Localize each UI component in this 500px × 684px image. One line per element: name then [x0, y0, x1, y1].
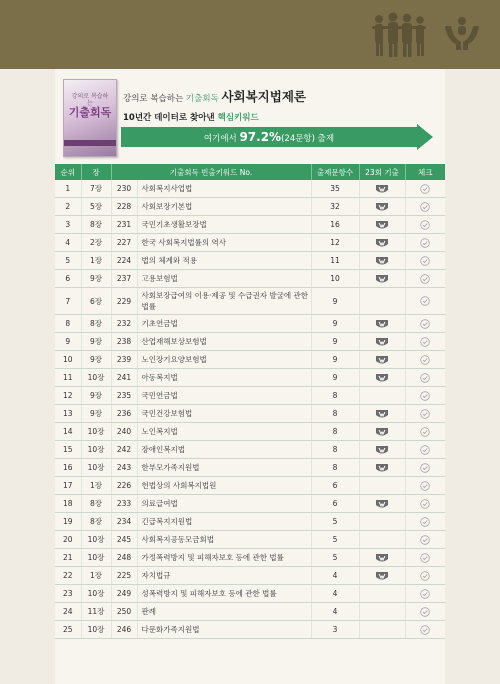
chapter-cell: 8장	[81, 315, 111, 333]
q23-cell	[359, 234, 405, 252]
check-circle-icon[interactable]	[420, 391, 430, 401]
check-cell[interactable]	[405, 423, 445, 441]
exam-badge-icon	[375, 427, 389, 437]
top-band	[0, 0, 500, 69]
number-cell: 239	[111, 351, 137, 369]
count-cell: 10	[311, 270, 359, 288]
q23-cell	[359, 288, 405, 315]
count-cell: 8	[311, 441, 359, 459]
banner-prefix: 여기에서	[203, 134, 237, 144]
number-cell: 232	[111, 315, 137, 333]
rank-cell: 20	[55, 531, 81, 549]
check-cell[interactable]	[405, 531, 445, 549]
number-cell: 246	[111, 621, 137, 639]
exam-badge-icon	[375, 445, 389, 455]
keyword-cell: 사회복지공동모금회법	[137, 531, 311, 549]
chapter-cell: 11장	[81, 603, 111, 621]
check-circle-icon[interactable]	[420, 571, 430, 581]
header-23rd: 23회 기출	[359, 164, 405, 180]
q23-cell	[359, 423, 405, 441]
q23-cell	[359, 459, 405, 477]
count-cell: 9	[311, 315, 359, 333]
keyword-cell: 법의 체계와 적용	[137, 252, 311, 270]
exam-badge-icon	[375, 184, 389, 194]
chapter-cell: 10장	[81, 423, 111, 441]
keyword-cell: 긴급복지지원법	[137, 513, 311, 531]
number-cell: 227	[111, 234, 137, 252]
rank-cell: 19	[55, 513, 81, 531]
number-cell: 243	[111, 459, 137, 477]
count-cell: 11	[311, 252, 359, 270]
book-cover-band	[64, 140, 116, 146]
number-cell: 233	[111, 495, 137, 513]
count-cell: 12	[311, 234, 359, 252]
chapter-cell: 1장	[81, 252, 111, 270]
number-cell: 238	[111, 333, 137, 351]
top-icons	[370, 12, 482, 58]
check-circle-icon[interactable]	[420, 409, 430, 419]
q23-cell	[359, 441, 405, 459]
rank-cell: 2	[55, 198, 81, 216]
rank-cell: 4	[55, 234, 81, 252]
check-cell[interactable]	[405, 351, 445, 369]
table-row	[55, 585, 445, 603]
number-cell: 229	[111, 288, 137, 315]
check-cell[interactable]	[405, 567, 445, 585]
keyword-cell: 고용보험법	[137, 270, 311, 288]
keyword-cell: 한국 사회복지법률의 역사	[137, 234, 311, 252]
table-header-row	[55, 164, 445, 180]
check-circle-icon[interactable]	[420, 238, 430, 248]
keyword-cell: 판례	[137, 603, 311, 621]
exam-badge-icon	[375, 220, 389, 230]
exam-badge-icon	[375, 256, 389, 266]
rank-cell: 22	[55, 567, 81, 585]
rank-cell: 24	[55, 603, 81, 621]
rank-cell: 13	[55, 405, 81, 423]
header-keyword: 기출회독 빈출키워드 No.	[111, 164, 311, 180]
q23-cell	[359, 198, 405, 216]
chapter-cell: 10장	[81, 459, 111, 477]
check-circle-icon[interactable]	[420, 481, 430, 491]
check-cell[interactable]	[405, 270, 445, 288]
keyword-cell: 노인복지법	[137, 423, 311, 441]
number-cell: 236	[111, 405, 137, 423]
count-cell: 5	[311, 513, 359, 531]
check-circle-icon[interactable]	[420, 517, 430, 527]
chapter-cell: 9장	[81, 333, 111, 351]
check-circle-icon[interactable]	[420, 184, 430, 194]
count-cell: 9	[311, 369, 359, 387]
table-row	[55, 603, 445, 621]
check-circle-icon[interactable]	[420, 296, 430, 306]
keyword-table	[55, 164, 445, 639]
number-cell: 231	[111, 216, 137, 234]
table-row	[55, 351, 445, 369]
table-row	[55, 198, 445, 216]
banner-text	[121, 127, 417, 147]
header-line-2	[123, 111, 259, 123]
check-cell[interactable]	[405, 180, 445, 198]
keyword-cell: 한부모가족지원법	[137, 459, 311, 477]
q23-cell	[359, 351, 405, 369]
exam-badge-icon	[375, 463, 389, 473]
table-row	[55, 387, 445, 405]
count-cell: 9	[311, 333, 359, 351]
check-cell[interactable]	[405, 288, 445, 315]
check-circle-icon[interactable]	[420, 553, 430, 563]
keyword-cell: 헌법상의 사회복지법원	[137, 477, 311, 495]
chapter-cell: 2장	[81, 234, 111, 252]
keyword-cell: 국민연금법	[137, 387, 311, 405]
check-cell[interactable]	[405, 333, 445, 351]
keyword-cell: 국민건강보험법	[137, 405, 311, 423]
count-cell: 4	[311, 567, 359, 585]
number-cell: 249	[111, 585, 137, 603]
count-cell: 6	[311, 495, 359, 513]
table-row	[55, 234, 445, 252]
table-row	[55, 216, 445, 234]
number-cell: 228	[111, 198, 137, 216]
table-row	[55, 369, 445, 387]
check-cell[interactable]	[405, 441, 445, 459]
table-row	[55, 315, 445, 333]
count-cell: 5	[311, 531, 359, 549]
rank-cell: 7	[55, 288, 81, 315]
q23-cell	[359, 315, 405, 333]
hands-care-icon	[442, 12, 482, 52]
check-circle-icon[interactable]	[420, 625, 430, 635]
subtitle-prefix: 10년간 데이터로 찾아낸	[123, 113, 215, 123]
number-cell: 224	[111, 252, 137, 270]
banner-arrow	[121, 124, 433, 150]
count-cell: 35	[311, 180, 359, 198]
q23-cell	[359, 270, 405, 288]
rank-cell: 21	[55, 549, 81, 567]
exam-badge-icon	[375, 553, 389, 563]
q23-cell	[359, 495, 405, 513]
exam-badge-icon	[375, 499, 389, 509]
q23-cell	[359, 603, 405, 621]
number-cell: 241	[111, 369, 137, 387]
rank-cell: 9	[55, 333, 81, 351]
check-cell[interactable]	[405, 513, 445, 531]
table-row	[55, 621, 445, 639]
check-cell[interactable]	[405, 216, 445, 234]
check-circle-icon[interactable]	[420, 535, 430, 545]
keyword-cell: 사회보장급여의 이용·제공 및 수급권자 발굴에 관한 법률	[137, 288, 311, 315]
table-row	[55, 567, 445, 585]
keyword-cell: 노인장기요양보험법	[137, 351, 311, 369]
exam-badge-icon	[375, 238, 389, 248]
q23-cell	[359, 180, 405, 198]
check-cell[interactable]	[405, 198, 445, 216]
keyword-cell: 다문화가족지원법	[137, 621, 311, 639]
people-group-icon	[370, 12, 428, 58]
count-cell: 4	[311, 585, 359, 603]
chapter-cell: 8장	[81, 216, 111, 234]
count-cell: 8	[311, 459, 359, 477]
check-circle-icon[interactable]	[420, 463, 430, 473]
table-row	[55, 477, 445, 495]
rank-cell: 11	[55, 369, 81, 387]
check-cell[interactable]	[405, 585, 445, 603]
check-cell[interactable]	[405, 621, 445, 639]
keyword-cell: 아동복지법	[137, 369, 311, 387]
check-circle-icon[interactable]	[420, 445, 430, 455]
rank-cell: 6	[55, 270, 81, 288]
check-circle-icon[interactable]	[420, 256, 430, 266]
banner-percent: 97.2%	[239, 130, 282, 144]
check-circle-icon[interactable]	[420, 355, 430, 365]
check-cell[interactable]	[405, 495, 445, 513]
header-count: 출제문항수	[311, 164, 359, 180]
exam-badge-icon	[375, 373, 389, 383]
count-cell: 9	[311, 351, 359, 369]
check-cell[interactable]	[405, 477, 445, 495]
check-circle-icon[interactable]	[420, 607, 430, 617]
q23-cell	[359, 585, 405, 603]
book-cover-small-text: 강의로 복습하는	[71, 93, 109, 107]
keyword-cell: 의료급여법	[137, 495, 311, 513]
check-circle-icon[interactable]	[420, 319, 430, 329]
q23-cell	[359, 405, 405, 423]
table-row	[55, 549, 445, 567]
q23-cell	[359, 477, 405, 495]
chapter-cell: 8장	[81, 513, 111, 531]
exam-badge-icon	[375, 355, 389, 365]
table-row	[55, 459, 445, 477]
keyword-cell: 국민기초생활보장법	[137, 216, 311, 234]
chapter-cell: 7장	[81, 180, 111, 198]
table-row	[55, 405, 445, 423]
check-circle-icon[interactable]	[420, 499, 430, 509]
number-cell: 225	[111, 567, 137, 585]
q23-cell	[359, 369, 405, 387]
table-row	[55, 270, 445, 288]
chapter-cell: 10장	[81, 585, 111, 603]
check-circle-icon[interactable]	[420, 220, 430, 230]
count-cell: 4	[311, 603, 359, 621]
number-cell: 226	[111, 477, 137, 495]
keyword-cell: 성폭력방지 및 피해자보호 등에 관한 법률	[137, 585, 311, 603]
count-cell: 16	[311, 216, 359, 234]
rank-cell: 3	[55, 216, 81, 234]
rank-cell: 16	[55, 459, 81, 477]
check-circle-icon[interactable]	[420, 589, 430, 599]
number-cell: 248	[111, 549, 137, 567]
header-prefix: 강의로 복습하는	[123, 94, 184, 104]
q23-cell	[359, 387, 405, 405]
chapter-cell: 10장	[81, 549, 111, 567]
count-cell: 6	[311, 477, 359, 495]
keyword-cell: 장애인복지법	[137, 441, 311, 459]
chapter-cell: 9장	[81, 405, 111, 423]
keyword-cell: 자치법규	[137, 567, 311, 585]
exam-badge-icon	[375, 337, 389, 347]
rank-cell: 12	[55, 387, 81, 405]
header-rank: 순위	[55, 164, 81, 180]
q23-cell	[359, 513, 405, 531]
content-page	[55, 69, 445, 684]
header-line-1	[123, 87, 306, 105]
count-cell: 8	[311, 387, 359, 405]
keyword-cell: 기초연금법	[137, 315, 311, 333]
number-cell: 237	[111, 270, 137, 288]
table-row	[55, 423, 445, 441]
q23-cell	[359, 567, 405, 585]
table-row	[55, 441, 445, 459]
chapter-cell: 6장	[81, 288, 111, 315]
q23-cell	[359, 531, 405, 549]
check-circle-icon[interactable]	[420, 202, 430, 212]
chapter-cell: 5장	[81, 198, 111, 216]
chapter-cell: 10장	[81, 531, 111, 549]
page-title: 사회복지법제론	[221, 89, 306, 104]
keyword-cell: 사회복지사업법	[137, 180, 311, 198]
count-cell: 5	[311, 549, 359, 567]
check-cell[interactable]	[405, 459, 445, 477]
keyword-cell: 산업재해보상보험법	[137, 333, 311, 351]
table-row	[55, 333, 445, 351]
rank-cell: 5	[55, 252, 81, 270]
check-circle-icon[interactable]	[420, 337, 430, 347]
count-cell: 3	[311, 621, 359, 639]
check-cell[interactable]	[405, 603, 445, 621]
chapter-cell: 1장	[81, 477, 111, 495]
chapter-cell: 9장	[81, 387, 111, 405]
chapter-cell: 8장	[81, 495, 111, 513]
banner-arrow-head	[417, 124, 433, 150]
header-chapter: 장	[81, 164, 111, 180]
chapter-cell: 9장	[81, 351, 111, 369]
count-cell: 9	[311, 288, 359, 315]
chapter-cell: 10장	[81, 621, 111, 639]
exam-badge-icon	[375, 571, 389, 581]
check-cell[interactable]	[405, 369, 445, 387]
q23-cell	[359, 216, 405, 234]
rank-cell: 8	[55, 315, 81, 333]
q23-cell	[359, 621, 405, 639]
number-cell: 242	[111, 441, 137, 459]
check-cell[interactable]	[405, 315, 445, 333]
rank-cell: 14	[55, 423, 81, 441]
rank-cell: 23	[55, 585, 81, 603]
banner-suffix: (24문항) 출제	[281, 134, 335, 144]
number-cell: 234	[111, 513, 137, 531]
rank-cell: 15	[55, 441, 81, 459]
exam-badge-icon	[375, 409, 389, 419]
number-cell: 250	[111, 603, 137, 621]
table-body	[55, 180, 445, 639]
table-row	[55, 252, 445, 270]
check-circle-icon[interactable]	[420, 274, 430, 284]
rank-cell: 25	[55, 621, 81, 639]
keyword-cell: 사회보장기본법	[137, 198, 311, 216]
check-cell[interactable]	[405, 234, 445, 252]
q23-cell	[359, 252, 405, 270]
q23-cell	[359, 333, 405, 351]
table-row	[55, 495, 445, 513]
rank-cell: 18	[55, 495, 81, 513]
rank-cell: 1	[55, 180, 81, 198]
keyword-cell: 가정폭력방지 및 피해자보호 등에 관한 법률	[137, 549, 311, 567]
number-cell: 245	[111, 531, 137, 549]
count-cell: 8	[311, 423, 359, 441]
exam-badge-icon	[375, 202, 389, 212]
table-row	[55, 513, 445, 531]
table-row	[55, 288, 445, 315]
count-cell: 32	[311, 198, 359, 216]
header-check: 체크	[405, 164, 445, 180]
chapter-cell: 1장	[81, 567, 111, 585]
exam-badge-icon	[375, 319, 389, 329]
number-cell: 240	[111, 423, 137, 441]
subtitle-highlight: 핵심키워드	[217, 113, 259, 123]
header-highlight: 기출회독	[185, 94, 219, 104]
chapter-cell: 9장	[81, 270, 111, 288]
book-cover-image	[63, 79, 117, 157]
chapter-cell: 10장	[81, 441, 111, 459]
number-cell: 235	[111, 387, 137, 405]
check-cell[interactable]	[405, 252, 445, 270]
rank-cell: 17	[55, 477, 81, 495]
check-cell[interactable]	[405, 405, 445, 423]
book-cover-title: 기출회독	[68, 106, 112, 119]
exam-badge-icon	[375, 274, 389, 284]
number-cell: 230	[111, 180, 137, 198]
q23-cell	[359, 549, 405, 567]
check-circle-icon[interactable]	[420, 373, 430, 383]
count-cell: 8	[311, 405, 359, 423]
table-row	[55, 531, 445, 549]
rank-cell: 10	[55, 351, 81, 369]
check-circle-icon[interactable]	[420, 427, 430, 437]
check-cell[interactable]	[405, 549, 445, 567]
check-cell[interactable]	[405, 387, 445, 405]
chapter-cell: 10장	[81, 369, 111, 387]
table-row	[55, 180, 445, 198]
